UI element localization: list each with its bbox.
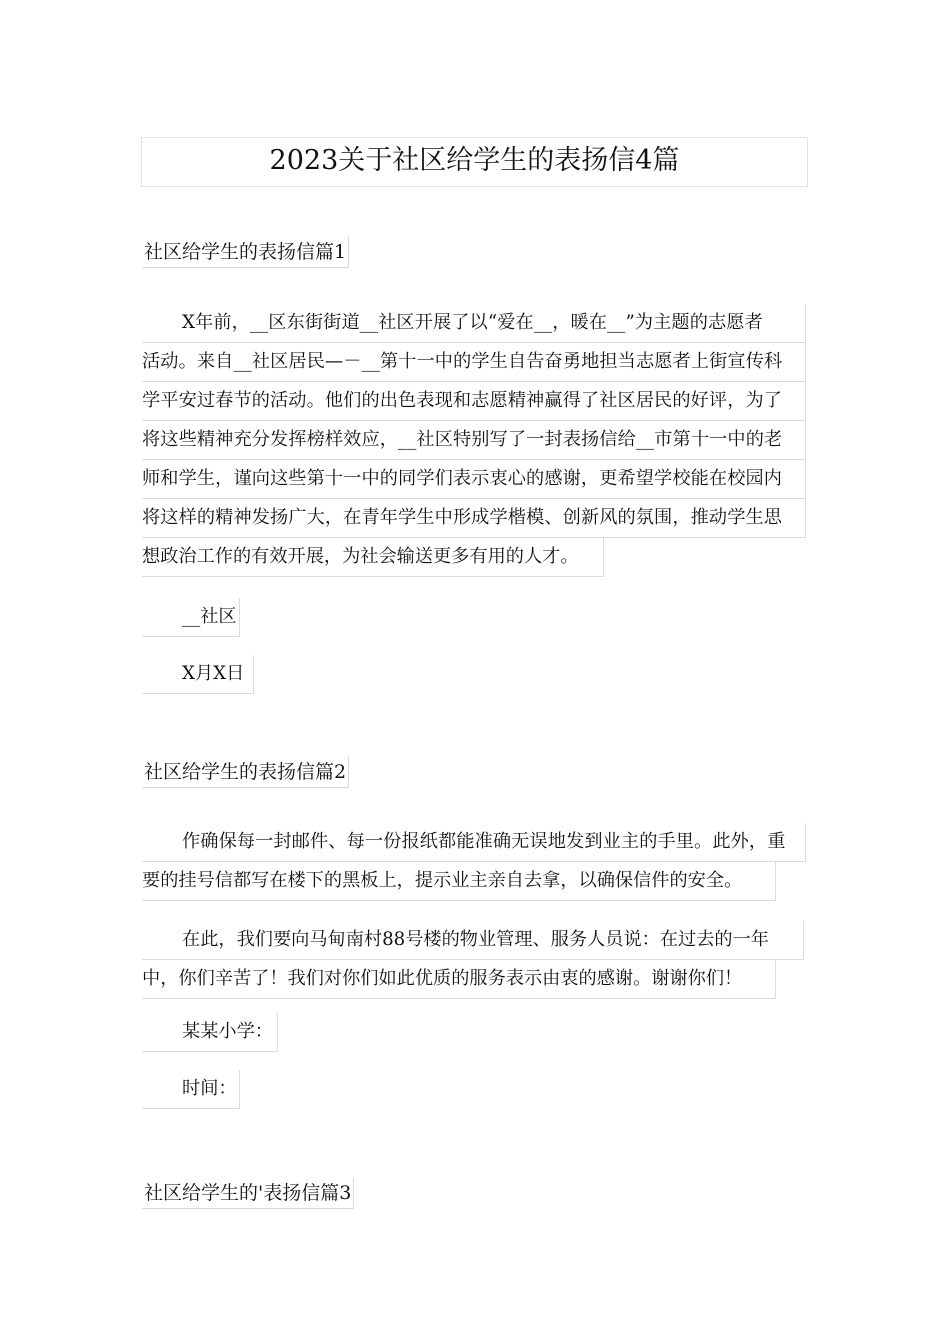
section-heading-1: 社区给学生的表扬信篇1 bbox=[142, 237, 349, 268]
date: X月X日 bbox=[142, 655, 254, 694]
paragraph-line: 在此，我们要向马甸南村88号楼的物业管理、服务人员说：在过去的一年 bbox=[142, 921, 804, 960]
paragraph-line: 想政治工作的有效开展，为社会输送更多有用的人才。 bbox=[142, 538, 604, 577]
signature: 某某小学： bbox=[142, 1013, 278, 1052]
paragraph-line: 作确保每一封邮件、每一份报纸都能准确无误地发到业主的手里。此外，重 bbox=[142, 823, 806, 862]
paragraph-line: 要的挂号信都写在楼下的黑板上，提示业主亲自去拿，以确保信件的安全。 bbox=[142, 862, 776, 901]
paragraph-line: 活动。来自__社区居民—－__第十一中的学生自告奋勇地担当志愿者上街宣传科 bbox=[142, 343, 806, 382]
signature: __社区 bbox=[142, 598, 240, 637]
date: 时间： bbox=[142, 1070, 240, 1109]
paragraph-line: 学平安过春节的活动。他们的出色表现和志愿精神赢得了社区居民的好评，为了 bbox=[142, 382, 806, 421]
section-heading-3: 社区给学生的'表扬信篇3 bbox=[142, 1178, 354, 1209]
paragraph-line: 将这样的精神发扬广大，在青年学生中形成学楷模、创新风的氛围，推动学生思 bbox=[142, 499, 806, 538]
paragraph-line: 师和学生，谨向这些第十一中的同学们表示衷心的感谢，更希望学校能在校园内 bbox=[142, 460, 806, 499]
section-heading-2: 社区给学生的表扬信篇2 bbox=[142, 757, 349, 788]
paragraph-line: 中，你们辛苦了！我们对你们如此优质的服务表示由衷的感谢。谢谢你们！ bbox=[142, 960, 776, 999]
page-title: 2023关于社区给学生的表扬信4篇 bbox=[141, 137, 808, 187]
paragraph-line: X年前，__区东街街道__社区开展了以“爱在__，暖在__”为主题的志愿者 bbox=[142, 304, 806, 343]
paragraph-line: 将这些精神充分发挥榜样效应，__社区特别写了一封表扬信给__市第十一中的老 bbox=[142, 421, 806, 460]
